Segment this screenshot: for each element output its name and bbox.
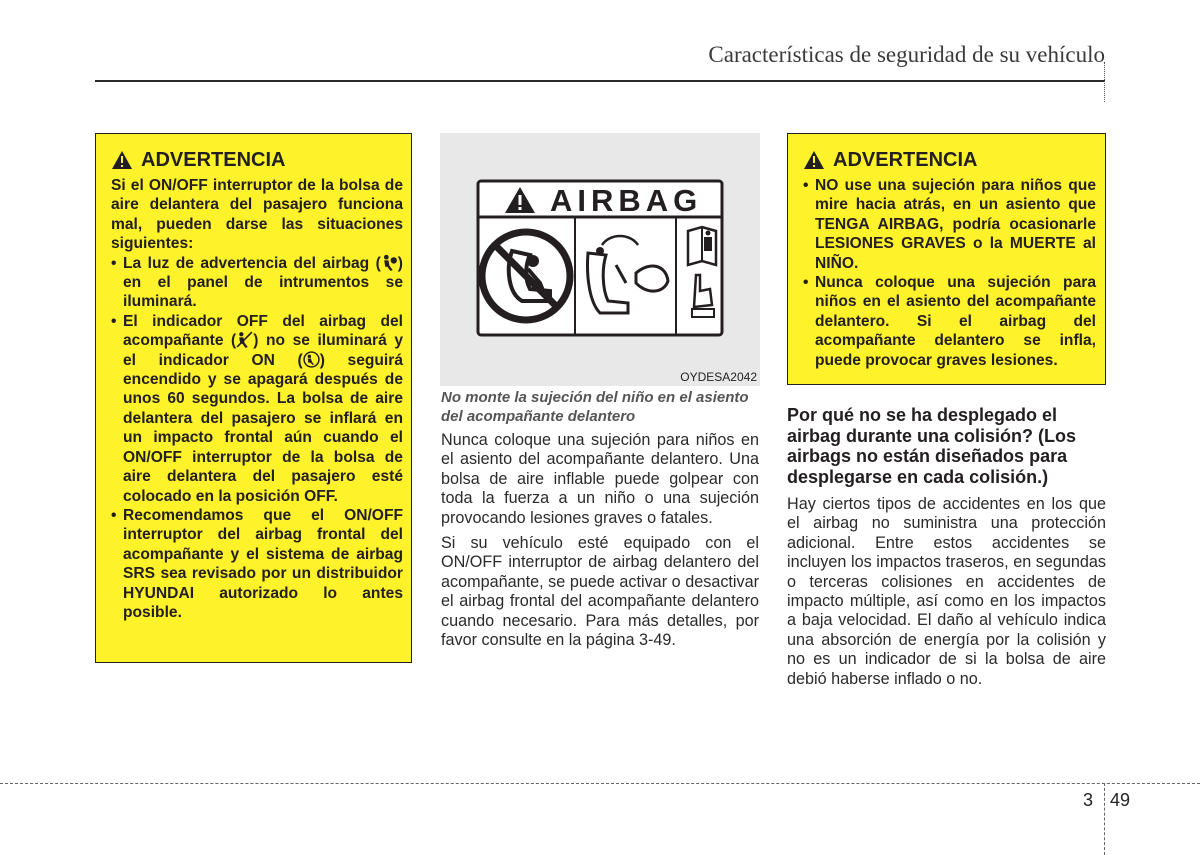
warning-box-left <box>95 133 412 663</box>
warning-bullet-airbag-light <box>111 254 403 312</box>
warning-list-right <box>803 176 1096 370</box>
warning-box-right <box>787 133 1106 385</box>
airbag-on-icon <box>303 351 320 368</box>
warning-list-left <box>111 254 403 623</box>
header-tick <box>1104 62 1105 102</box>
paragraph: Hay ciertos tipos de accidentes en los que el airbag no suministra una protección adicional. Entre estos accidentes se incluyen los impactos traseros, en segundas o terceras colisiones en accidentes de impacto múltiple, así como en los impactos a baja velocidad. El daño al vehículo indica una absorción de energía por la colisión y no es un indicador de si la bolsa de aire debió haberse inflado o no. <box>787 495 1106 688</box>
footer-divider <box>1104 783 1105 855</box>
figure-code: OYDESA2042 <box>680 370 757 384</box>
middle-column-text <box>441 431 759 656</box>
warning-title-right <box>803 148 1096 172</box>
bullet-text: ) no se iluminará y el indicador ON ( <box>123 332 403 369</box>
airbag-warning-label-figure <box>440 133 760 386</box>
airbag-label-text: AIRBAG <box>550 183 703 218</box>
page-header-title: Características de seguridad de su vehículo <box>708 42 1105 67</box>
bullet-text: El indicador OFF del airbag del acompañante ( <box>123 312 403 350</box>
warning-intro: Si el ON/OFF interruptor de la bolsa de aire delantera del pasajero funciona mal, pueden darse las situaciones siguientes: <box>111 177 403 253</box>
warning-title-text: ADVERTENCIA <box>833 149 978 171</box>
warning-triangle-icon <box>111 150 133 170</box>
warning-bullet-recommendation: • Recomendamos que el ON/OFF interruptor del airbag frontal del acompañante y el sistema de airbag SRS sea revisado por un distribuidor HYUNDAI autorizado lo antes posible. <box>111 506 403 622</box>
figure-caption: No monte la sujeción del niño en el asiento del acompañante delantero <box>441 389 749 425</box>
airbag-label-illustration <box>440 133 760 386</box>
bullet-text: ) seguirá encendido y se apagará después de unos 60 segundos. La bolsa de aire delantera del pasajero se inflará en un impacto frontal aún cuando el ON/OFF interruptor de la bolsa de aire delantera del pasajero esté colocado en la posición OFF. <box>123 351 404 505</box>
bullet-text: La luz de advertencia del airbag ( <box>123 254 381 272</box>
paragraph: Si su vehículo esté equipado con el ON/OFF interruptor de airbag delantero del acompañante, se puede activar o desactivar el airbag frontal del acompañante delantero cuando necesario. Para más detalles, por favor consulte en la página 3-49. <box>441 534 759 650</box>
header-rule <box>95 80 1105 82</box>
warning-triangle-icon <box>803 150 825 170</box>
chapter-number: 3 <box>1083 790 1094 810</box>
footer-rule <box>0 783 1200 784</box>
bullet-text: ) en el panel de intrumentos se iluminará. <box>123 254 403 311</box>
warning-title-text: ADVERTENCIA <box>141 149 286 171</box>
warning-bullet-off-indicator <box>111 312 403 506</box>
right-column-text <box>787 495 1106 695</box>
section-heading: Por qué no se ha desplegado el airbag durante una colisión? (Los airbags no están diseñados para desplegarse en cada colisión.) <box>787 405 1077 487</box>
page-number: 49 <box>1110 790 1131 810</box>
warning-title-left <box>111 148 403 172</box>
airbag-off-icon <box>236 331 253 348</box>
airbag-warning-icon <box>381 254 398 271</box>
warning-bullet-rear-facing: • NO use una sujeción para niños que mire hacia atrás, en un asiento que TENGA AIRBAG, podría ocasionarle LESIONES GRAVES o la MUERTE al NIÑO. <box>803 176 1096 273</box>
warning-bullet-front-seat: • Nunca coloque una sujeción para niños en el asiento del acompañante delantero. Si el airbag del acompañante delantero se infla, puede provocar graves lesiones. <box>803 273 1096 370</box>
paragraph: Nunca coloque una sujeción para niños en el asiento del acompañante delantero. Una bolsa de aire inflable puede golpear con toda la fuerza a un niño o una sujeción provocando lesiones graves o fatales. <box>441 431 759 527</box>
